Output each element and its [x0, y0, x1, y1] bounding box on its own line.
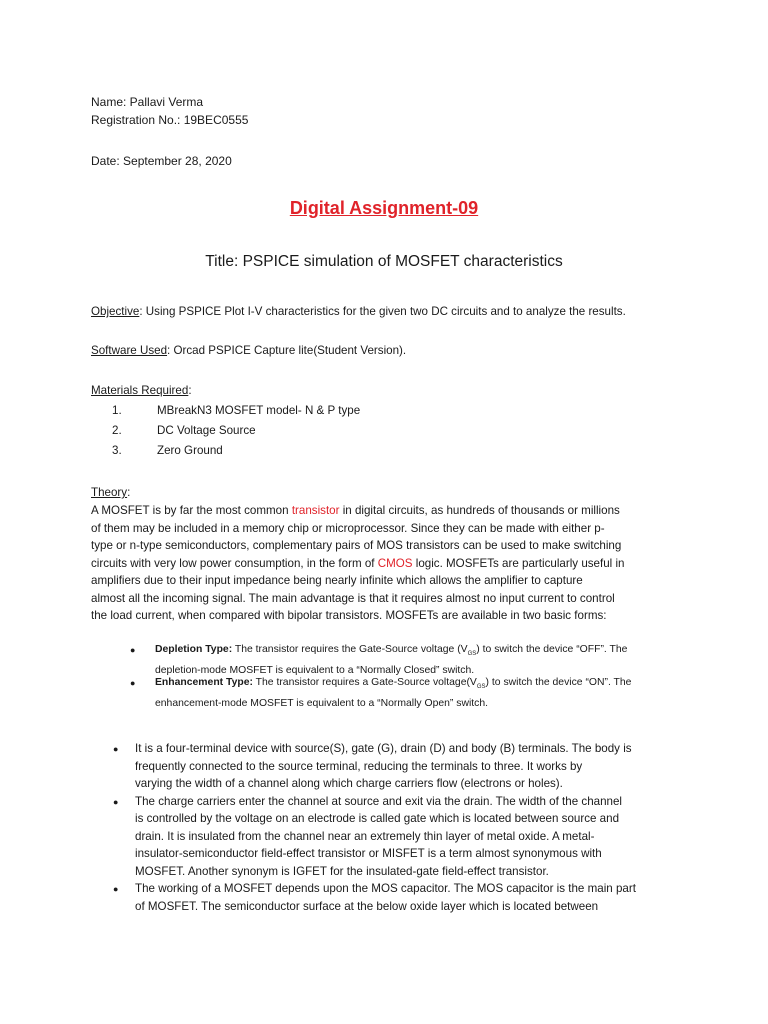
software-text: : Orcad PSPICE Capture lite(Student Version). [167, 344, 407, 357]
materials-label: Materials Required [91, 384, 189, 397]
materials-heading: Materials Required: [91, 384, 192, 397]
software-line [91, 342, 406, 360]
theory-heading: Theory: [91, 486, 131, 499]
list-item: ● It is a four-terminal device with source(S), gate (G), drain (D) and body (B) terminals. The body is frequently connected to the source terminal, reducing the terminals to three. It works by varying the width of a channel along which charge carriers flow (electrons or holes). [113, 742, 632, 790]
list-item: 1. MBreakN3 MOSFET model- N & P type [112, 404, 361, 417]
bullet-icon: ● [113, 884, 119, 894]
cmos-link: CMOS [377, 556, 413, 570]
mosfet-points-list [113, 740, 713, 915]
software-label: Software Used [91, 344, 168, 357]
objective-line [91, 303, 626, 321]
bullet-icon: ● [130, 678, 136, 688]
theory-paragraph: A MOSFET is by far the most common transistor in digital circuits, as hundreds of thousands or millions of them may be included in a memory chip or microprocessor. Since they can be made with either p- type or n-type semiconductors, complementary pairs of MOS transistors can be used to make switching circuits with very low power consumption, in the form of CMOS logic. MOSFETs are particularly useful in amplifiers due to their input impedance being nearly infinite which allows the amplifier to capture almost all the incoming signal. The main advantage is that it requires almost no input current to control the load current, when compared with bipolar transistors. MOSFETs are available in two basic forms: [91, 504, 625, 622]
document-title: Title: PSPICE simulation of MOSFET characteristics [205, 253, 563, 270]
theory-label: Theory [91, 486, 128, 499]
list-item: ● Depletion Type: The transistor requires the Gate-Source voltage $(V_{GS})$ to switch the device “OFF”. The depletion-mode MOSFET is equivalent to a “Normally Closed” switch. [130, 644, 628, 676]
objective-text: : Using PSPICE Plot I-V characteristics for the given two DC circuits and to analyze the results. [139, 305, 626, 318]
objective-label: Objective [91, 305, 140, 318]
bullet-icon: ● [113, 796, 119, 807]
list-item: 2. DC Voltage Source [112, 424, 256, 437]
bullet-icon: ● [113, 744, 119, 754]
list-item: 3. Zero Ground [112, 444, 223, 457]
submission-date: Date: September 28, 2020 [91, 154, 232, 168]
assignment-title: Digital Assignment-09 [289, 198, 479, 218]
registration-number: Registration No.: 19BEC0555 [91, 113, 249, 127]
student-name: Name: Pallavi Verma [91, 95, 204, 109]
materials-list [112, 402, 512, 462]
bullet-icon: ● [130, 645, 136, 655]
transistor-link: transistor [291, 504, 340, 517]
list-item: ● The working of a MOSFET depends upon the MOS capacitor. The MOS capacitor is the main part of MOSFET. The semiconductor surface at the below oxide layer which is located between [113, 882, 636, 913]
mosfet-types-list [130, 642, 693, 709]
list-item: ● The charge carriers enter the channel at source and exit via the drain. The width of the channel is controlled by the voltage on an electrode is called gate which is located between source and drain. It is insulated from the channel near an extremely thin layer of metal oxide. A metal- insulator-semiconductor field-effect transistor or MISFET is a term almost synonymous with MOSFET. Another synonym is IGFET for the insulated-gate field-effect transistor. [113, 794, 623, 878]
list-item: ● Enhancement Type: The transistor requires a Gate-Source $voltage(V_{GS})$ to switch the device “ON”. The enhancement-mode MOSFET is equivalent to a “Normally Open” switch. [130, 677, 632, 709]
